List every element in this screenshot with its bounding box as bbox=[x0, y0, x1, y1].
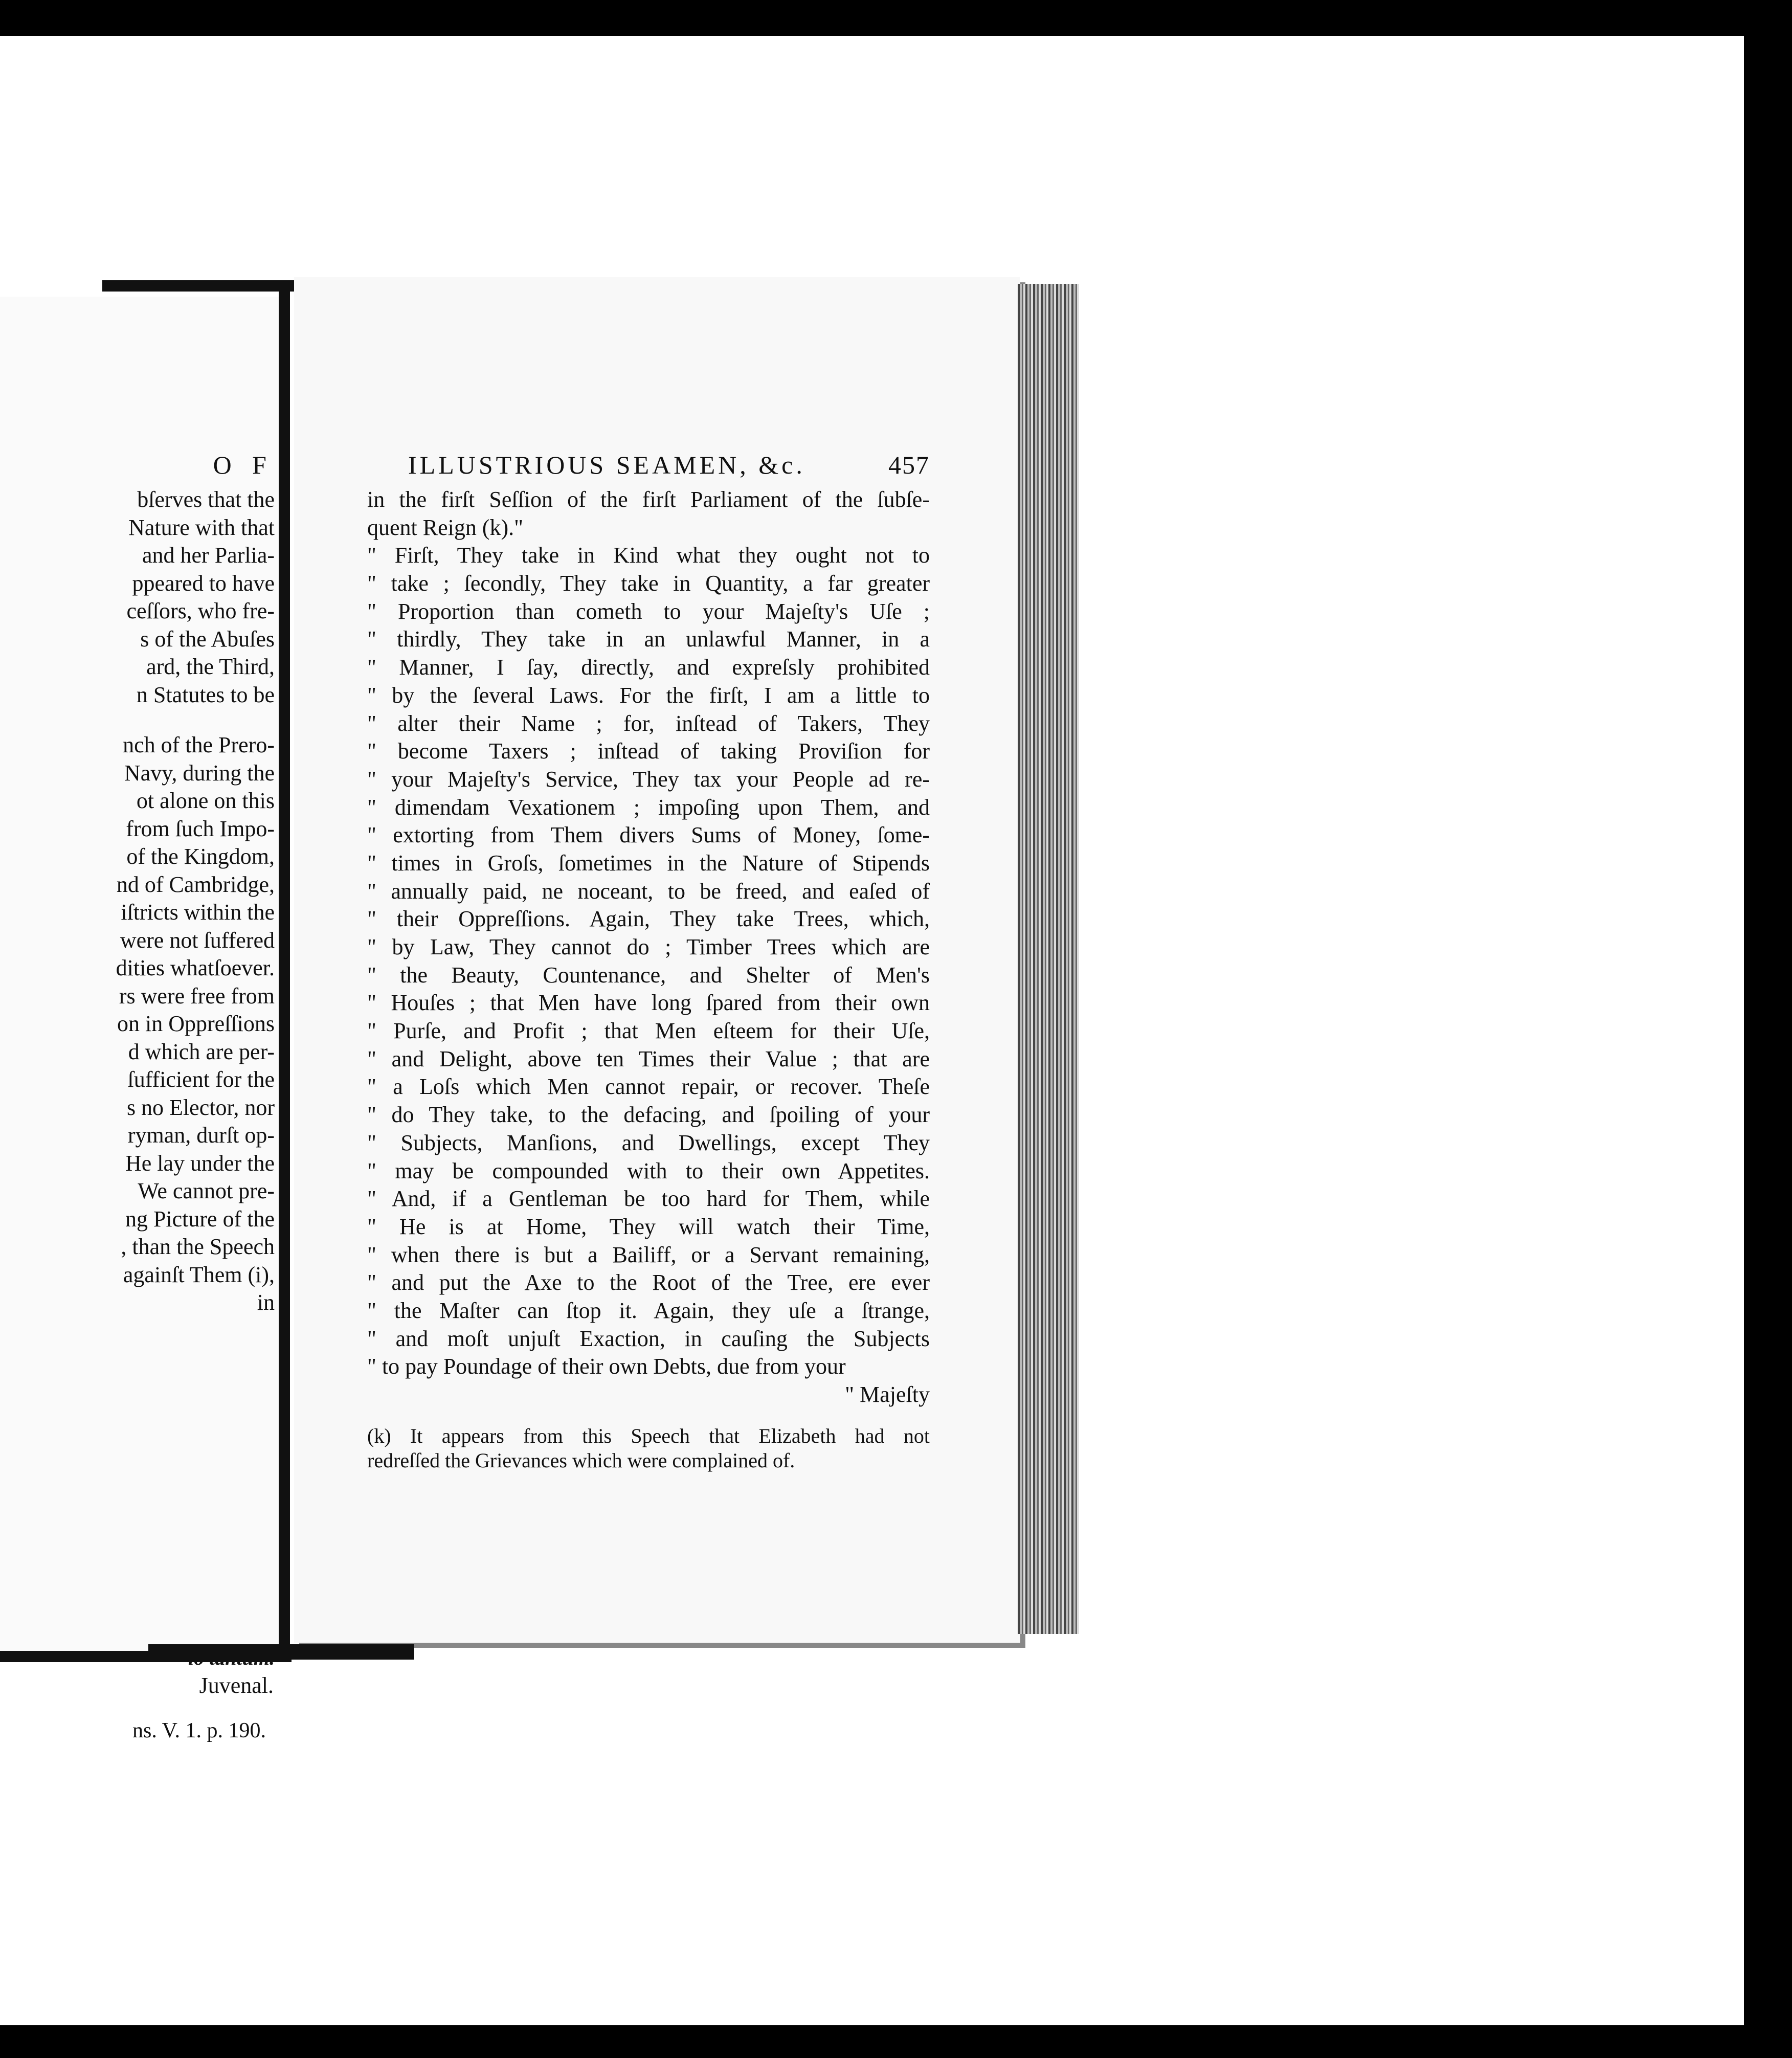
left-page bbox=[0, 297, 285, 1742]
running-title: ILLUSTRIOUS SEAMEN, &c. bbox=[408, 451, 805, 479]
left-text-line: bſerves that the bbox=[137, 487, 275, 512]
text-line: quent Reign (k)." bbox=[367, 514, 524, 540]
left-text-line: of the Kingdom, bbox=[126, 844, 275, 869]
left-page-text bbox=[0, 486, 275, 1317]
text-line: " do They take, to the defacing, and ſpoiling of your bbox=[367, 1102, 930, 1128]
footnote-line: (k) It appears from this Speech that Elizabeth had not bbox=[367, 1424, 930, 1447]
left-text-line: and her Parlia- bbox=[142, 543, 275, 568]
text-line: " by the ſeveral Laws. For the firſt, I am a little to bbox=[367, 682, 930, 708]
left-text-line: in bbox=[257, 1290, 275, 1315]
text-line: " annually paid, ne noceant, to be freed, and eaſed of bbox=[367, 878, 930, 904]
binding-bottom bbox=[148, 1644, 414, 1660]
left-text-line: Nature with that bbox=[128, 514, 275, 540]
left-text-line: rs were free from bbox=[119, 983, 275, 1009]
right-page-content bbox=[367, 450, 930, 1473]
left-quote-author: Juvenal. bbox=[199, 1673, 274, 1698]
text-line: " dimendam Vexationem ; impoſing upon Them, and bbox=[367, 794, 930, 820]
left-text-line: ng Picture of the bbox=[125, 1206, 275, 1232]
left-text-line: ard, the Third, bbox=[146, 654, 275, 679]
text-line: " take ; ſecondly, They take in Quantity, a far greater bbox=[367, 571, 930, 596]
text-line: " and moſt unjuſt Exaction, in cauſing the Subjects bbox=[367, 1326, 930, 1351]
text-line: " times in Groſs, ſometimes in the Nature of Stipends bbox=[367, 850, 930, 876]
left-text-line: from ſuch Impo- bbox=[126, 816, 275, 841]
left-running-head: O F bbox=[213, 451, 274, 479]
text-line: " extorting from Them divers Sums of Money, ſome- bbox=[367, 822, 930, 848]
left-text-line bbox=[0, 709, 275, 731]
footnote-line: redreſſed the Grievances which were complained of. bbox=[367, 1449, 795, 1472]
left-text-line: ot alone on this bbox=[136, 788, 275, 813]
left-text-line: n Statutes to be bbox=[136, 682, 275, 707]
text-line: " a Loſs which Men cannot repair, or recover. Theſe bbox=[367, 1074, 930, 1100]
text-line: " their Oppreſſions. Again, They take Trees, which, bbox=[367, 906, 930, 932]
text-line: " the Maſter can ſtop it. Again, they uſe a ſtrange, bbox=[367, 1298, 930, 1323]
left-text-line: ſufficient for the bbox=[127, 1067, 275, 1092]
left-text-line: , than the Speech bbox=[121, 1234, 275, 1259]
left-text-line: Navy, during the bbox=[124, 760, 275, 786]
catchword: " Majeſty bbox=[845, 1382, 930, 1407]
left-text-line: nd of Cambridge, bbox=[116, 871, 275, 897]
page-edges bbox=[1018, 284, 1079, 1634]
text-line: " And, if a Gentleman be too hard for Them, while bbox=[367, 1186, 930, 1212]
left-text-line: ppeared to have bbox=[132, 570, 275, 596]
text-line: " and Delight, above ten Times their Value ; that are bbox=[367, 1046, 930, 1071]
left-text-line: on in Oppreſſions bbox=[117, 1011, 275, 1036]
text-line: " by Law, They cannot do ; Timber Trees which are bbox=[367, 934, 930, 959]
text-line: " to pay Poundage of their own Debts, due from your bbox=[367, 1354, 846, 1379]
text-line: " the Beauty, Countenance, and Shelter of Men's bbox=[367, 962, 930, 988]
text-line: " Firſt, They take in Kind what they ought not to bbox=[367, 543, 930, 568]
text-line: " may be compounded with to their own Appetites. bbox=[367, 1158, 930, 1183]
body-text bbox=[367, 486, 930, 1381]
text-line: " alter their Name ; for, inſtead of Takers, They bbox=[367, 710, 930, 736]
left-text-line: againſt Them (i), bbox=[123, 1262, 275, 1287]
text-line: " Manner, I ſay, directly, and expreſsly prohibited bbox=[367, 655, 930, 680]
text-line: " He is at Home, They will watch their Time, bbox=[367, 1214, 930, 1239]
left-text-line: were not ſuffered bbox=[120, 927, 275, 953]
running-head bbox=[367, 450, 930, 486]
page-number: 457 bbox=[888, 451, 930, 479]
book-spine bbox=[279, 292, 290, 1662]
text-line: " and put the Axe to the Root of the Tree, ere ever bbox=[367, 1270, 930, 1295]
text-line: " Proportion than cometh to your Majeſty's Uſe ; bbox=[367, 598, 930, 624]
text-line: " when there is but a Bailiff, or a Servant remaining, bbox=[367, 1242, 930, 1267]
text-line: " Purſe, and Profit ; that Men eſteem for their Uſe, bbox=[367, 1018, 930, 1044]
left-text-line: iſtricts within the bbox=[121, 900, 275, 925]
left-text-line: s no Elector, nor bbox=[126, 1094, 275, 1120]
left-text-line: ryman, durſt op- bbox=[127, 1123, 275, 1148]
text-line: " become Taxers ; inſtead of taking Proviſion for bbox=[367, 739, 930, 764]
left-text-line: nch of the Prero- bbox=[123, 732, 275, 757]
footnote bbox=[367, 1424, 930, 1473]
left-text-line: d which are per- bbox=[128, 1039, 275, 1064]
text-line: " your Majeſty's Service, They tax your People ad re- bbox=[367, 766, 930, 792]
text-line: " Subjects, Manſions, and Dwellings, except They bbox=[367, 1130, 930, 1155]
text-line: in the firſt Seſſion of the firſt Parliament of the ſubſe- bbox=[367, 487, 930, 512]
left-footnote: ns. V. 1. p. 190. bbox=[132, 1719, 266, 1742]
left-text-line: He lay under the bbox=[125, 1150, 275, 1176]
left-text-line: ceſſors, who fre- bbox=[126, 598, 275, 623]
left-text-line: s of the Abuſes bbox=[140, 626, 275, 652]
left-text-line: dities whatſoever. bbox=[116, 955, 275, 980]
text-line: " thirdly, They take in an unlawful Manner, in a bbox=[367, 627, 930, 652]
left-text-line: We cannot pre- bbox=[138, 1178, 275, 1203]
text-line: " Houſes ; that Men have long ſpared from their own bbox=[367, 990, 930, 1016]
